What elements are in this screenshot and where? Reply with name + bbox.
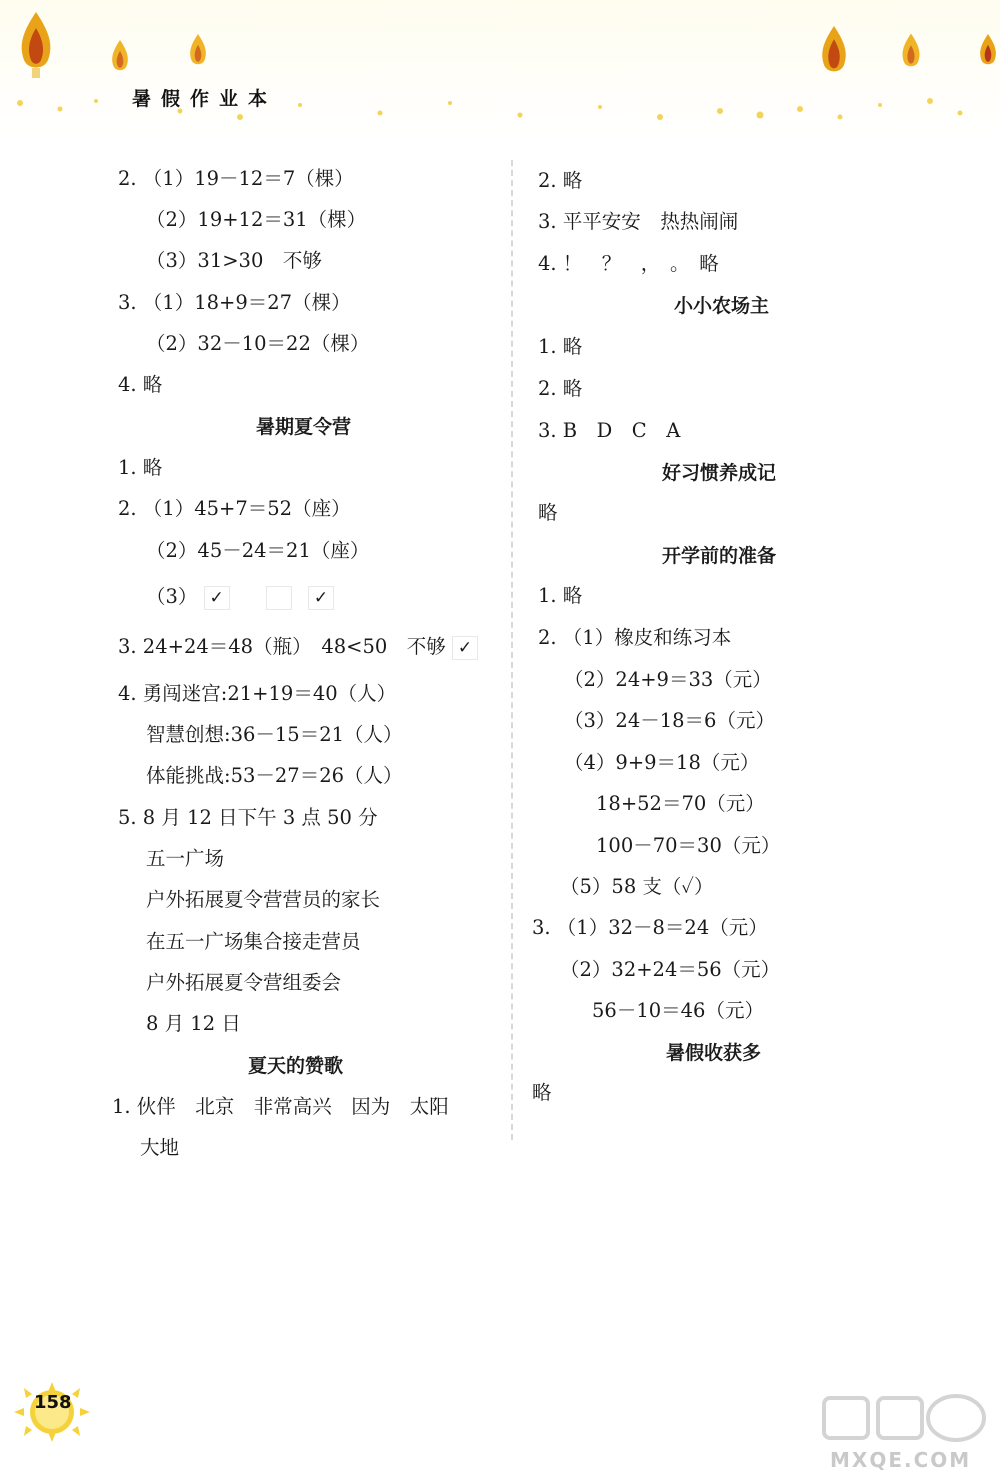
answer-line: 户外拓展夏令营营员的家长 [146, 888, 381, 911]
answer-line: 3. （1）18+9＝27（棵） [118, 291, 351, 314]
candle-flame-icon [898, 30, 924, 76]
answer-line: （2）32+24＝56（元） [560, 958, 781, 981]
answer-line: 略 [538, 501, 558, 524]
answer-line: 1. 略 [538, 335, 583, 358]
book-title: 暑假作业本 [132, 88, 278, 110]
answer-line: 2. 略 [538, 169, 583, 192]
answer-line: 4. 勇闯迷宫:21+19＝40（人） [118, 682, 397, 705]
answer-line: 略 [532, 1081, 552, 1104]
page-number: 158 [34, 1392, 72, 1413]
candle-flame-icon [108, 38, 132, 78]
answer-line: 3. B D C A [538, 419, 681, 442]
answer-line: （2）32－10＝22（棵） [146, 332, 370, 355]
answer-line: 2. （1）45+7＝52（座） [118, 497, 351, 520]
answer-line: 五一广场 [146, 847, 225, 870]
page-number-badge [12, 1382, 92, 1442]
answer-line [146, 584, 334, 610]
answer-text: 3. 24+24＝48（瓶） 48<50 不够 [118, 635, 446, 658]
section-title: 夏天的赞歌 [248, 1055, 344, 1077]
answer-line: 1. 伙伴 北京 非常高兴 因为 太阳 [112, 1095, 449, 1118]
answer-line [118, 634, 478, 660]
answer-line: 体能挑战:53－27＝26（人） [146, 764, 403, 787]
candle-flame-icon [976, 30, 1000, 74]
answer-line: （3）24－18＝6（元） [564, 709, 775, 732]
candle-flame-icon [816, 22, 852, 84]
answer-line: （3）31>30 不够 [146, 249, 322, 272]
answer-line: 2. （1）橡皮和练习本 [538, 626, 732, 649]
section-title: 小小农场主 [674, 295, 770, 317]
checkbox-checked: ✓ [452, 636, 478, 660]
answer-line: 100－70＝30（元） [596, 834, 781, 857]
answer-line: （2）45－24＝21（座） [146, 539, 370, 562]
answer-line: （2）19+12＝31（棵） [146, 208, 367, 231]
answer-line: 56－10＝46（元） [592, 999, 764, 1022]
candle-flame-icon [186, 30, 210, 74]
section-title: 开学前的准备 [662, 545, 777, 567]
answer-line: （2）24+9＝33（元） [564, 668, 772, 691]
answer-line: 3. 平平安安 热热闹闹 [538, 210, 739, 233]
answer-line: 1. 略 [538, 584, 583, 607]
column-divider [511, 160, 513, 1140]
checkbox-empty [266, 586, 292, 610]
answer-line: 8 月 12 日 [146, 1012, 241, 1035]
checkbox-checked: ✓ [308, 586, 334, 610]
answer-line: （5）58 支（✓） [560, 875, 714, 898]
answer-line: 2. （1）19－12＝7（棵） [118, 167, 354, 190]
answer-line: 大地 [140, 1136, 180, 1159]
watermark-text: MXQE.COM [830, 1448, 972, 1472]
section-title: 暑假收获多 [666, 1042, 762, 1064]
answer-line: 1. 略 [118, 456, 163, 479]
answer-line: 3. （1）32－8＝24（元） [532, 916, 768, 939]
answer-line: 在五一广场集合接走营员 [146, 930, 361, 953]
answer-line: （4）9+9＝18（元） [564, 751, 760, 774]
section-title: 好习惯养成记 [662, 462, 777, 484]
answer-line: 户外拓展夏令营组委会 [146, 971, 342, 994]
answer-line: 18+52＝70（元） [596, 792, 765, 815]
answer-line: 2. 略 [538, 377, 583, 400]
answer-line: 4. ！ ？ ， 。 略 [538, 252, 719, 275]
candle-flame-icon [14, 10, 58, 80]
checkbox-checked: ✓ [204, 586, 230, 610]
answer-line: 4. 略 [118, 373, 163, 396]
section-title: 暑期夏令营 [256, 416, 352, 438]
answer-label: （3） [146, 585, 198, 608]
answer-line: 智慧创想:36－15＝21（人） [146, 723, 403, 746]
answer-line: 5. 8 月 12 日下午 3 点 50 分 [118, 806, 378, 829]
